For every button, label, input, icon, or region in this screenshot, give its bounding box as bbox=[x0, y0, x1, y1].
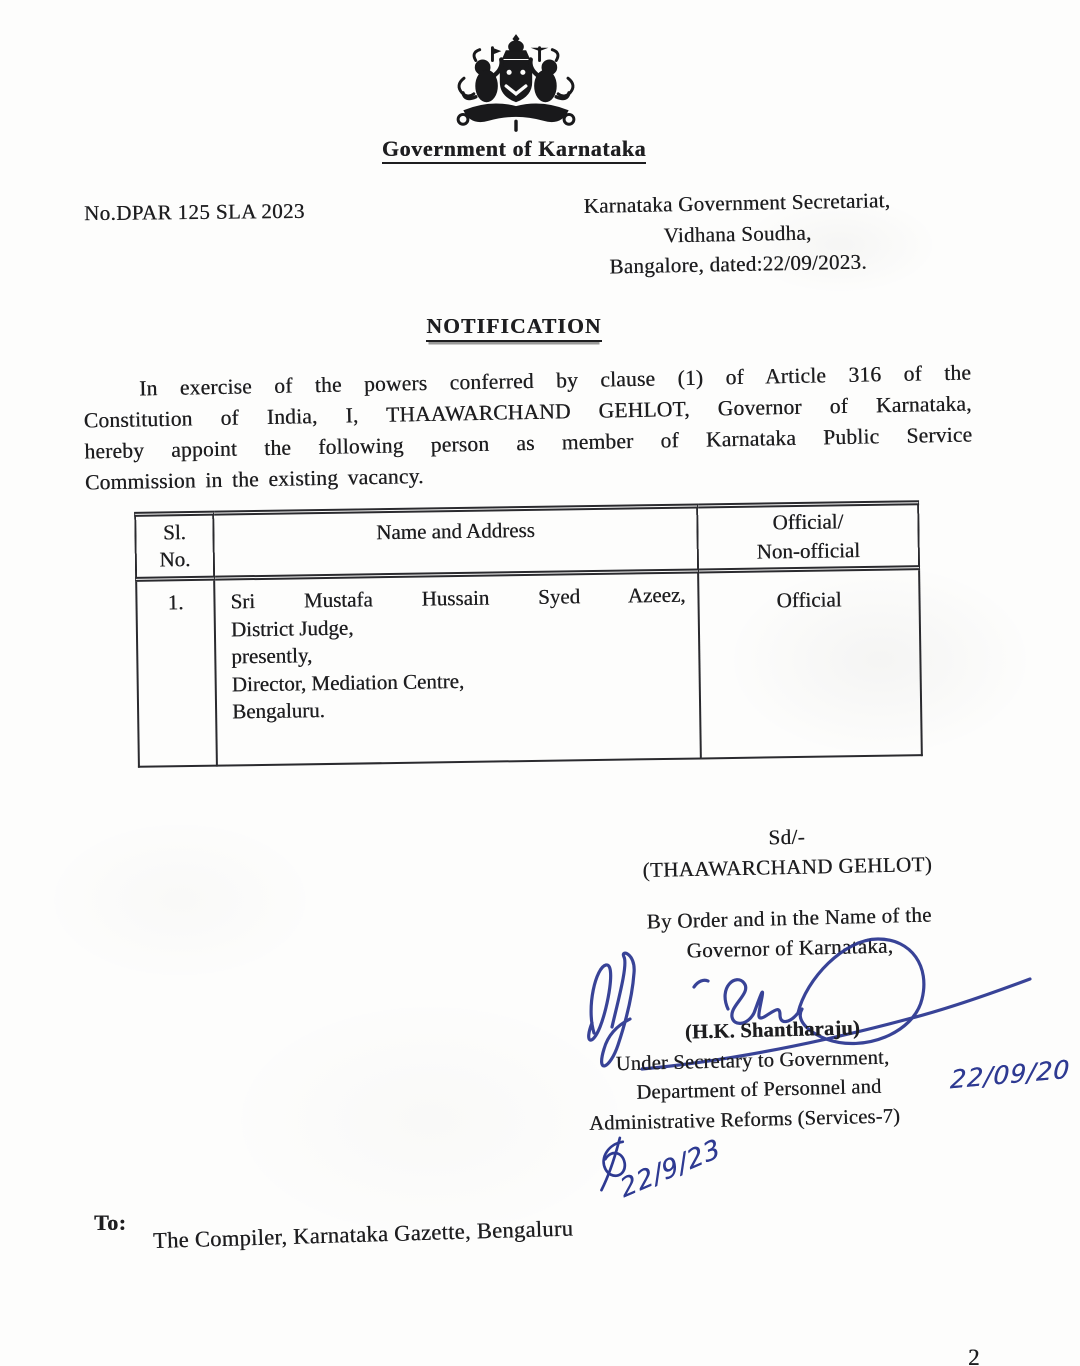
officer-title-line: Department of Personnel and bbox=[636, 1075, 882, 1104]
address-line: Bangalore, dated:22/09/2023. bbox=[609, 249, 868, 279]
header-name-address: Name and Address bbox=[214, 503, 699, 580]
header-sl-line: No. bbox=[159, 547, 191, 572]
body-line: Commission in the existing vacancy. bbox=[84, 464, 424, 495]
by-order-line: By Order and in the Name of the bbox=[646, 902, 932, 934]
body-line: In exercise of the powers conferred by clause (1) of Article 316 of the bbox=[138, 360, 972, 401]
karnataka-emblem-icon bbox=[452, 34, 580, 138]
name-line: presently, bbox=[231, 643, 313, 669]
issuing-office-address bbox=[534, 184, 941, 283]
appointment-table bbox=[134, 500, 923, 768]
cell-name-address bbox=[215, 573, 702, 766]
by-order-line: Governor of Karnataka, bbox=[686, 933, 894, 963]
body-line: Constitution of India, I, THAAWARCHAND GEHLOT, Governor of Karnataka, bbox=[83, 391, 972, 433]
name-line: Bengaluru. bbox=[231, 698, 326, 724]
header-official-line: Non-official bbox=[756, 538, 861, 564]
notification-heading bbox=[0, 314, 1054, 339]
address-line: Karnataka Government Secretariat, bbox=[583, 188, 891, 218]
body-line: hereby appoint the following person as member of Karnataka Public Service bbox=[84, 422, 973, 464]
handwritten-date-bottom: 22/9/23 bbox=[616, 1133, 725, 1205]
cell-official-status: Official bbox=[699, 570, 923, 759]
sd-block bbox=[597, 818, 976, 886]
signatory-name: (THAAWARCHAND GEHLOT) bbox=[642, 851, 933, 883]
officer-name: (H.K. Shantharaju) bbox=[684, 1017, 861, 1044]
address-line: Vidhana Soudha, bbox=[663, 220, 812, 247]
cell-sl-no: 1. bbox=[135, 581, 218, 768]
org-title-text: Government of Karnataka bbox=[382, 136, 646, 164]
sd-mark: Sd/- bbox=[768, 824, 806, 850]
officer-title-line: Administrative Reforms (Services-7) bbox=[588, 1104, 901, 1135]
officer-title-line: Under Secretary to Government, bbox=[615, 1046, 890, 1075]
by-order-block bbox=[591, 898, 987, 968]
name-line: Director, Mediation Centre, bbox=[231, 668, 465, 696]
to-label: To: bbox=[94, 1210, 127, 1235]
page-number: 2 bbox=[968, 1345, 980, 1366]
header-official bbox=[698, 500, 920, 573]
name-line: District Judge, bbox=[230, 615, 354, 641]
name-line: Sri Mustafa Hussain Syed Azeez, bbox=[230, 582, 686, 614]
header-official-line: Official/ bbox=[772, 509, 844, 535]
table-header-row bbox=[134, 500, 920, 582]
handwritten-date-right: 22/09/20 bbox=[949, 1054, 1071, 1095]
reference-number: No.DPAR 125 SLA 2023 bbox=[83, 198, 305, 226]
notification-heading-text: NOTIFICATION bbox=[426, 314, 601, 342]
body-paragraph bbox=[83, 357, 973, 498]
addressee: The Compiler, Karnataka Gazette, Bengaluru bbox=[152, 1215, 574, 1253]
org-title bbox=[0, 136, 1054, 162]
header-sl-line: Sl. bbox=[162, 520, 187, 545]
header-sl-no bbox=[134, 511, 215, 582]
table-row bbox=[135, 570, 923, 768]
